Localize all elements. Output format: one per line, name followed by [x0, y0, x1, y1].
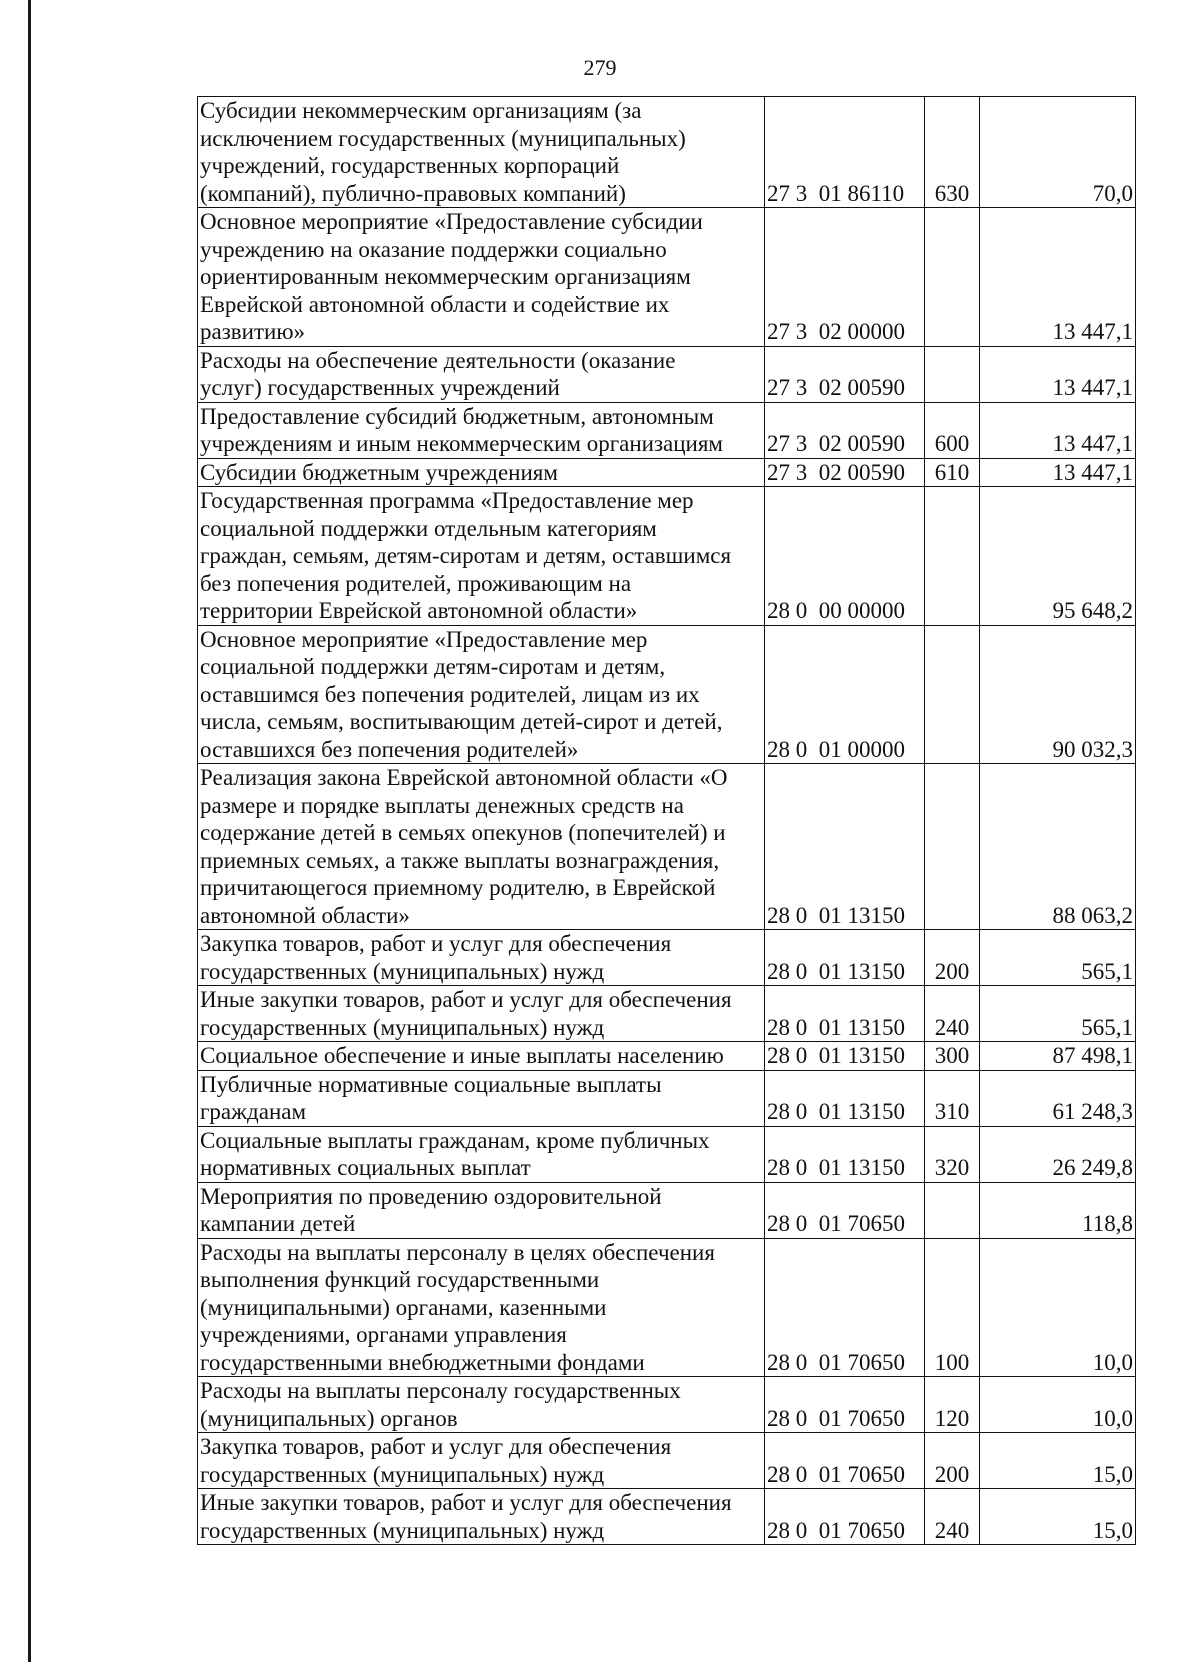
amount-cell: 13 447,1 [980, 458, 1136, 487]
expense-name-line: Иные закупки товаров, работ и услуг для обеспечения [200, 987, 732, 1012]
expense-name-line: Субсидии некоммерческим организациям (за [200, 98, 642, 123]
table-row [198, 402, 1136, 458]
expense-name-line: размере и порядке выплаты денежных средств на [200, 792, 684, 818]
target-article-code-cell: 28 0 01 70650 [765, 1489, 925, 1545]
expense-name-line: (муниципальными) органами, казенными [200, 1294, 607, 1320]
table-row [198, 764, 1136, 930]
expense-name-line: Закупка товаров, работ и услуг для обеспечения [200, 1434, 672, 1459]
expense-name-line: государственных (муниципальных) нужд [200, 1014, 605, 1040]
page-number: 279 [583, 55, 617, 80]
expense-name-line: ориентированным некоммерческим организациям [200, 264, 691, 289]
amount-cell: 565,1 [980, 986, 1136, 1042]
expense-type-code-cell: 240 [925, 1489, 980, 1545]
expense-name-cell [198, 625, 765, 764]
expense-name-line: приемных семьях, а также выплаты вознаграждения, [200, 847, 720, 873]
amount-cell: 70,0 [980, 97, 1136, 208]
amount-cell: 13 447,1 [980, 402, 1136, 458]
amount-cell: 88 063,2 [980, 764, 1136, 930]
expense-name-line: государственными внебюджетными фондами [200, 1349, 645, 1375]
expense-name-line: Субсидии бюджетным учреждениям [200, 459, 558, 485]
expense-name-line: числа, семьям, воспитывающим детей-сирот и детей, [200, 709, 723, 734]
target-article-code-cell: 28 0 01 70650 [765, 1182, 925, 1238]
expense-name-line: автономной области» [200, 902, 410, 928]
expense-name-line: учреждениям и иным некоммерческим организациям [200, 431, 723, 456]
table-row [198, 1489, 1136, 1545]
expense-name-cell [198, 1042, 765, 1071]
expense-name-line: социальной поддержки отдельным категориям [200, 515, 657, 541]
target-article-code-cell: 27 3 02 00000 [765, 208, 925, 347]
expense-name-line: граждан, семьям, детям-сиротам и детям, оставшимся [200, 543, 732, 568]
expense-name-line: нормативных социальных выплат [200, 1155, 531, 1180]
expense-name-line: Расходы на выплаты персоналу государственных [200, 1378, 681, 1403]
expense-name-cell [198, 986, 765, 1042]
amount-cell: 10,0 [980, 1238, 1136, 1377]
target-article-code-cell: 27 3 02 00590 [765, 346, 925, 402]
scan-edge-line [28, 0, 31, 1662]
expense-name-line: Закупка товаров, работ и услуг для обеспечения [200, 931, 672, 956]
expense-type-code-cell: 200 [925, 1433, 980, 1489]
table-row [198, 1042, 1136, 1071]
expense-name-line: без попечения родителей, проживающим на [200, 570, 632, 596]
expense-name-cell [198, 1182, 765, 1238]
target-article-code-cell: 28 0 01 70650 [765, 1238, 925, 1377]
amount-cell: 61 248,3 [980, 1070, 1136, 1126]
expense-name-line: причитающегося приемному родителю, в Еврейской [200, 875, 716, 900]
amount-cell: 565,1 [980, 930, 1136, 986]
expense-type-code-cell: 100 [925, 1238, 980, 1377]
target-article-code-cell: 28 0 01 13150 [765, 764, 925, 930]
target-article-code-cell: 28 0 01 00000 [765, 625, 925, 764]
table-row [198, 346, 1136, 402]
table-row [198, 487, 1136, 626]
expense-name-line: государственных (муниципальных) нужд [200, 1517, 605, 1543]
expense-name-line: Расходы на выплаты персоналу в целях обеспечения [200, 1239, 715, 1265]
expense-type-code-cell: 300 [925, 1042, 980, 1071]
expense-name-line: социальной поддержки детям-сиротам и детям, [200, 654, 666, 679]
amount-cell: 26 249,8 [980, 1126, 1136, 1182]
expense-name-line: Реализация закона Еврейской автономной области «О [200, 765, 728, 790]
table-row [198, 1070, 1136, 1126]
expense-name-line: Государственная программа «Предоставление мер [200, 488, 694, 513]
expense-name-cell [198, 1489, 765, 1545]
expense-name-cell [198, 1126, 765, 1182]
expense-name-line: развитию» [200, 319, 306, 344]
expense-name-cell [198, 458, 765, 487]
expense-name-cell [198, 1377, 765, 1433]
expense-name-cell [198, 97, 765, 208]
table-row [198, 1238, 1136, 1377]
expense-name-line: Еврейской автономной области и содействие их [200, 291, 670, 317]
table-row [198, 97, 1136, 208]
expense-name-line: Основное мероприятие «Предоставление мер [200, 626, 648, 652]
expense-type-code-cell: 320 [925, 1126, 980, 1182]
expense-name-cell [198, 402, 765, 458]
expense-name-line: оставшихся без попечения родителей» [200, 736, 579, 762]
expense-type-code-cell [925, 346, 980, 402]
expense-name-line: оставшимся без попечения родителей, лицам из их [200, 681, 700, 707]
amount-cell: 95 648,2 [980, 487, 1136, 626]
expense-name-line: учреждению на оказание поддержки социально [200, 236, 667, 262]
table-row [198, 1377, 1136, 1433]
expense-type-code-cell: 610 [925, 458, 980, 487]
expense-name-line: государственных (муниципальных) нужд [200, 958, 605, 984]
amount-cell: 118,8 [980, 1182, 1136, 1238]
expense-name-line: государственных (муниципальных) нужд [200, 1461, 605, 1487]
amount-cell: 10,0 [980, 1377, 1136, 1433]
target-article-code-cell: 27 3 02 00590 [765, 458, 925, 487]
budget-table-body [198, 97, 1136, 1545]
amount-cell: 87 498,1 [980, 1042, 1136, 1071]
target-article-code-cell: 28 0 01 13150 [765, 1042, 925, 1071]
expense-type-code-cell [925, 625, 980, 764]
target-article-code-cell: 27 3 01 86110 [765, 97, 925, 208]
target-article-code-cell: 28 0 00 00000 [765, 487, 925, 626]
amount-cell: 90 032,3 [980, 625, 1136, 764]
target-article-code-cell: 28 0 01 13150 [765, 930, 925, 986]
expense-name-cell [198, 1070, 765, 1126]
table-row [198, 458, 1136, 487]
expense-name-line: Публичные нормативные социальные выплаты [200, 1071, 662, 1097]
expense-type-code-cell [925, 208, 980, 347]
expense-type-code-cell [925, 487, 980, 626]
amount-cell: 13 447,1 [980, 208, 1136, 347]
expense-name-line: Иные закупки товаров, работ и услуг для обеспечения [200, 1490, 732, 1515]
expense-name-line: выполнения функций государственными [200, 1267, 600, 1292]
expense-name-line: Социальные выплаты гражданам, кроме публичных [200, 1127, 710, 1153]
table-row [198, 986, 1136, 1042]
table-row [198, 930, 1136, 986]
expense-type-code-cell: 630 [925, 97, 980, 208]
expense-name-cell [198, 930, 765, 986]
expense-name-line: содержание детей в семьях опекунов (попечителей) и [200, 820, 726, 845]
target-article-code-cell: 28 0 01 70650 [765, 1433, 925, 1489]
expense-name-cell [198, 1433, 765, 1489]
table-row [198, 625, 1136, 764]
expense-name-cell [198, 1238, 765, 1377]
expense-name-line: услуг) государственных учреждений [200, 375, 560, 400]
expense-type-code-cell [925, 1182, 980, 1238]
expense-name-line: Предоставление субсидий бюджетным, автономным [200, 403, 714, 429]
amount-cell: 15,0 [980, 1433, 1136, 1489]
expense-name-cell [198, 487, 765, 626]
expense-name-line: учреждений, государственных корпораций [200, 153, 620, 178]
expense-type-code-cell: 240 [925, 986, 980, 1042]
expense-name-line: Основное мероприятие «Предоставление субсидии [200, 209, 703, 234]
target-article-code-cell: 27 3 02 00590 [765, 402, 925, 458]
expense-type-code-cell: 200 [925, 930, 980, 986]
expense-name-line: гражданам [200, 1099, 307, 1124]
expense-type-code-cell: 120 [925, 1377, 980, 1433]
expense-name-cell [198, 764, 765, 930]
budget-table [197, 96, 1136, 1545]
table-row [198, 1126, 1136, 1182]
expense-type-code-cell [925, 764, 980, 930]
amount-cell: 15,0 [980, 1489, 1136, 1545]
expense-name-line: исключением государственных (муниципальных) [200, 125, 686, 151]
table-row [198, 1182, 1136, 1238]
table-row [198, 1433, 1136, 1489]
target-article-code-cell: 28 0 01 13150 [765, 986, 925, 1042]
expense-name-line: Расходы на обеспечение деятельности (оказание [200, 347, 676, 373]
expense-name-cell [198, 208, 765, 347]
expense-type-code-cell: 310 [925, 1070, 980, 1126]
expense-type-code-cell: 600 [925, 402, 980, 458]
expense-name-line: территории Еврейской автономной области» [200, 598, 638, 623]
expense-name-line: Мероприятия по проведению оздоровительной [200, 1183, 662, 1209]
expense-name-line: Социальное обеспечение и иные выплаты населению [200, 1043, 724, 1068]
expense-name-line: (муниципальных) органов [200, 1405, 458, 1431]
expense-name-line: (компаний), публично-правовых компаний) [200, 180, 626, 206]
amount-cell: 13 447,1 [980, 346, 1136, 402]
expense-name-cell [198, 346, 765, 402]
target-article-code-cell: 28 0 01 13150 [765, 1126, 925, 1182]
expense-name-line: учреждениями, органами управления [200, 1322, 567, 1347]
target-article-code-cell: 28 0 01 70650 [765, 1377, 925, 1433]
target-article-code-cell: 28 0 01 13150 [765, 1070, 925, 1126]
expense-name-line: кампании детей [200, 1211, 356, 1236]
table-row [198, 208, 1136, 347]
